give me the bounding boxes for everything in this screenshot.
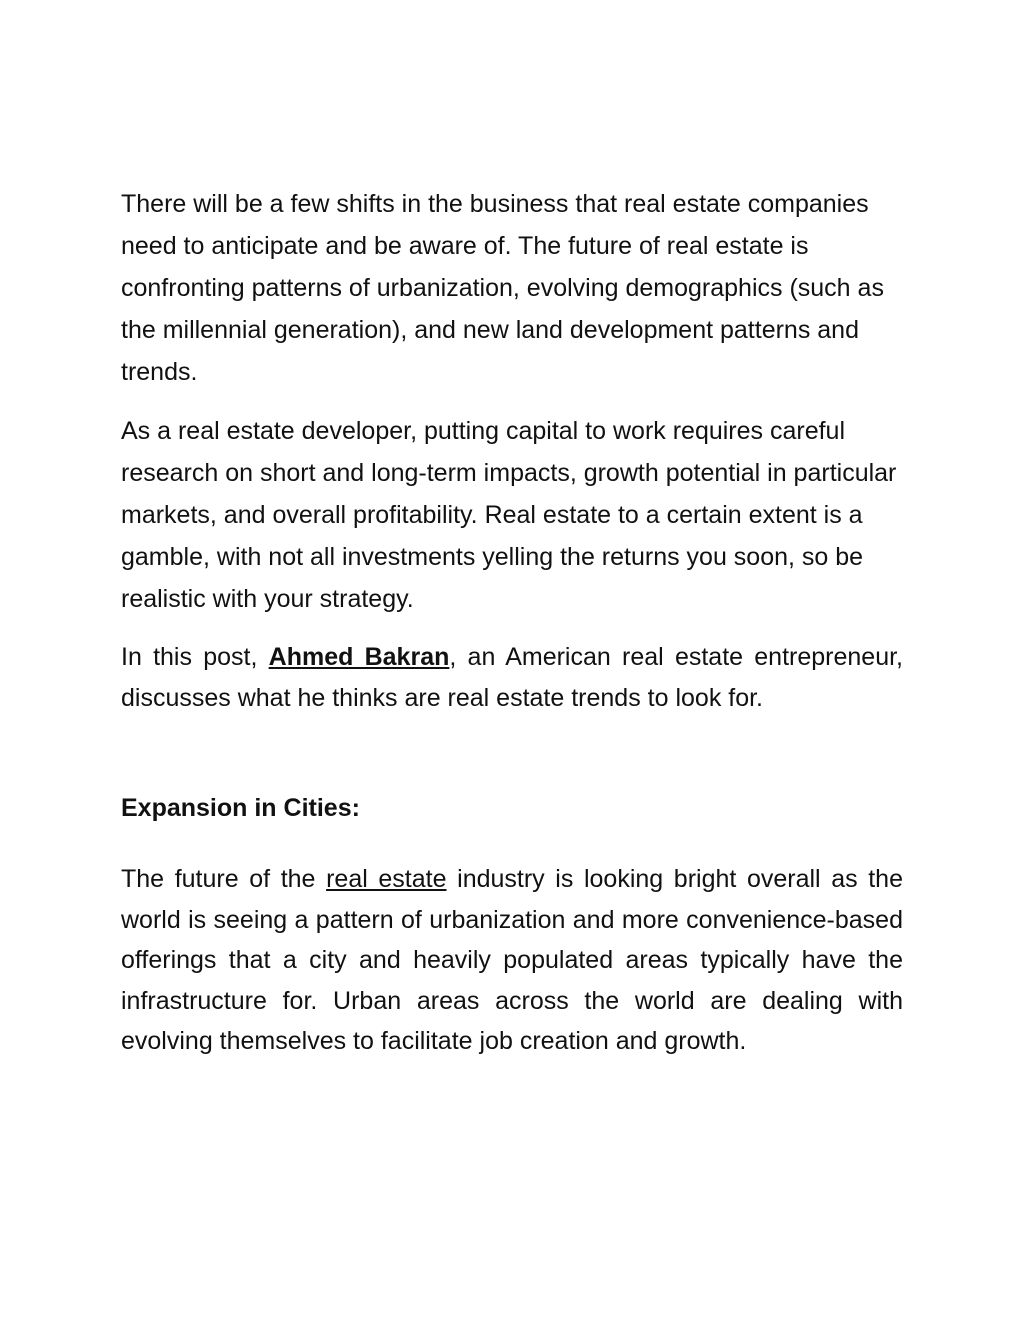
real-estate-link[interactable]: real estate [326, 865, 447, 893]
author-paragraph-rest: , an American real estate entrepreneur, discusses what he thinks are real estate trends to look for. [121, 643, 903, 712]
cities-paragraph-rest: industry is looking bright overall as the world is seeing a pattern of urbanization and more convenience-based offerings that a city and heavily populated areas typically have the infrastructure for. Urban areas across the world are dealing with evolving themselves to facilitate job creation and growth. [121, 865, 903, 1056]
document-body [121, 183, 903, 1062]
cities-paragraph [121, 859, 903, 1062]
cities-paragraph-lead: The future of the [121, 865, 327, 893]
developer-paragraph: As a real estate developer, putting capital to work requires careful research on short and long-term impacts, growth potential in particular markets, and overall profitability. Real estate to a certain extent is a gamble, with not all investments yelling the returns you soon, so be realistic with your strategy. [121, 417, 897, 613]
section-heading: Expansion in Cities: [121, 794, 360, 822]
intro-paragraph: There will be a few shifts in the business that real estate companies need to anticipate and be aware of. The future of real estate is confronting patterns of urbanization, evolving demographics (such as the millennial generation), and new land development patterns and trends. [121, 190, 884, 386]
author-paragraph-lead: In this post, [121, 643, 269, 671]
author-link[interactable]: Ahmed Bakran [268, 643, 450, 671]
author-paragraph [121, 637, 903, 718]
